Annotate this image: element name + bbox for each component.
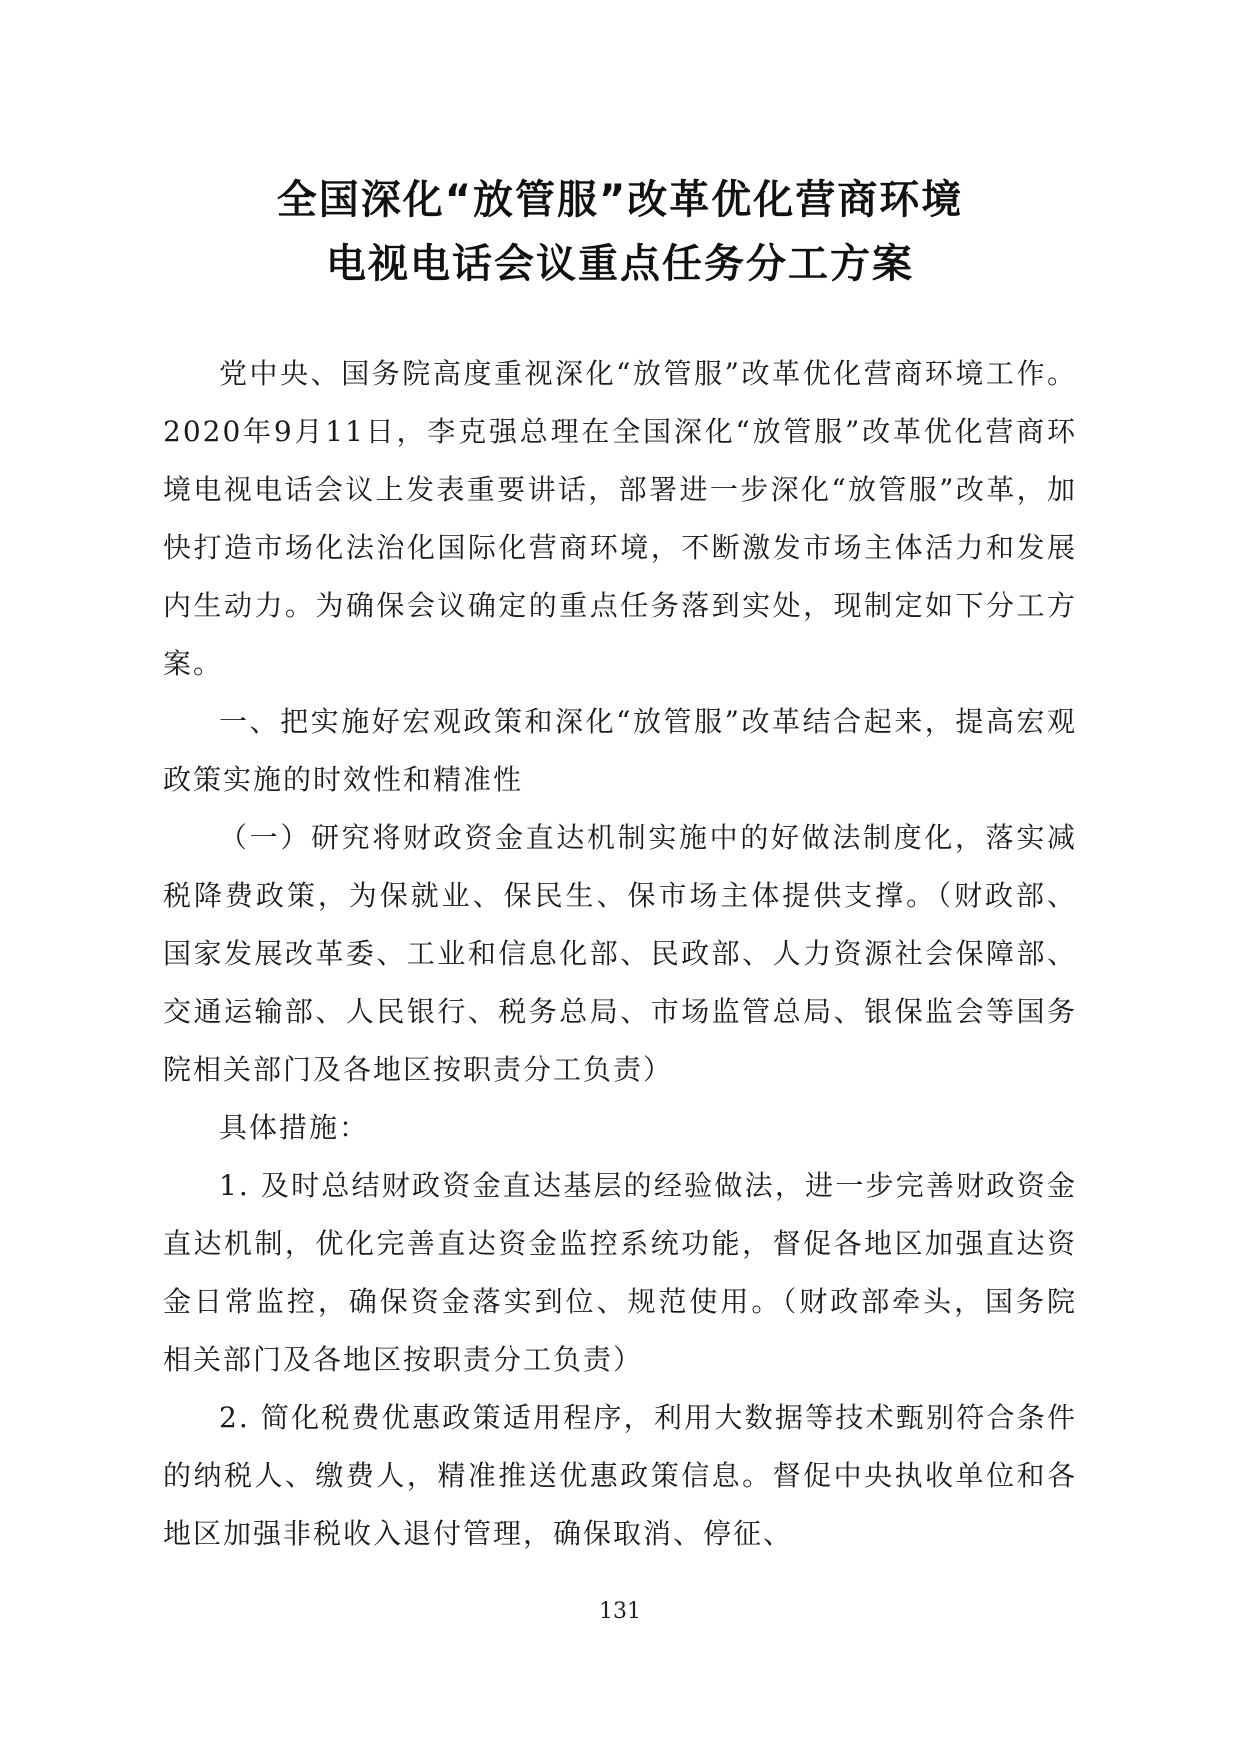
document-title	[160, 168, 1080, 296]
measures-label: 具体措施：	[219, 1111, 370, 1144]
section-1-heading: 一、把实施好宏观政策和深化“放管服”改革结合起来，提高宏观政策实施的时效性和精准性	[163, 705, 1077, 796]
measure-item-1: 1. 及时总结财政资金直达基层的经验做法，进一步完善财政资金直达机制，优化完善直达资金监控系统功能，督促各地区加强直达资金日常监控，确保资金落实到位、规范使用。（财政部牵头，国务院相关部门及各地区按职责分工负责）	[163, 1169, 1077, 1376]
measure-item-2: 2. 简化税费优惠政策适用程序，利用大数据等技术甄别符合条件的纳税人、缴费人，精准推送优惠政策信息。督促中央执收单位和各地区加强非税收入退付管理，确保取消、停征、	[163, 1401, 1077, 1550]
document-body	[163, 345, 1077, 1563]
title-line-2: 电视电话会议重点任务分工方案	[326, 241, 914, 287]
intro-paragraph: 党中央、国务院高度重视深化“放管服”改革优化营商环境工作。2020年9月11日，李克强总理在全国深化“放管服”改革优化营商环境电视电话会议上发表重要讲话，部署进一步深化“放管服”改革，加快打造市场化法治化国际化营商环境，不断激发市场主体活力和发展内生动力。为确保会议确定的重点任务落到实处，现制定如下分工方案。	[163, 357, 1077, 680]
subsection-1-paragraph: （一）研究将财政资金直达机制实施中的好做法制度化，落实减税降费政策，为保就业、保民生、保市场主体提供支撑。（财政部、国家发展改革委、工业和信息化部、民政部、人力资源社会保障部、交通运输部、人民银行、税务总局、市场监管总局、银保监会等国务院相关部门及各地区按职责分工负责）	[163, 821, 1077, 1086]
title-line-1: 全国深化“放管服”改革优化营商环境	[276, 177, 964, 223]
page-number: 131	[599, 1599, 641, 1624]
